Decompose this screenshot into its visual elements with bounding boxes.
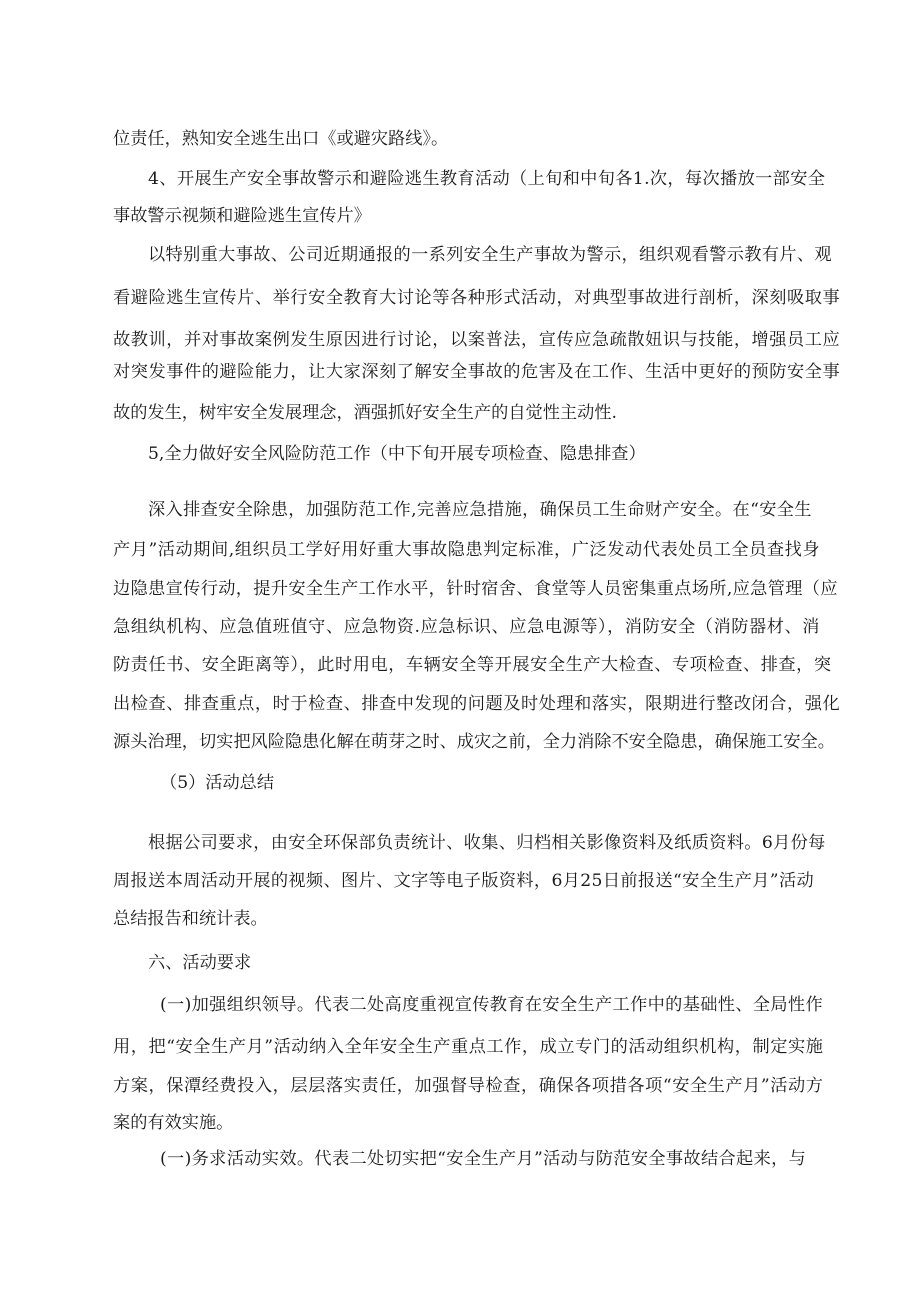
section-heading: （5）活动总结 bbox=[160, 773, 275, 793]
text-line: 源头治理，切实把风险隐患化解在萌芽之时、成灾之前，全力消除不安全隐患，确保施工安全。 bbox=[113, 732, 835, 752]
text-line: 案的有效实施。 bbox=[113, 1113, 234, 1133]
text-line: 出检查、排查重点，时于检查、排查中发现的问题及时处理和落实，限期进行整改闭合，强化 bbox=[113, 694, 841, 714]
text-line: (一)加强组织领导。代表二处高度重视宣传教育在安全生产工作中的基础性、全局性作 bbox=[160, 995, 824, 1015]
text-line: 事故警示视频和避险逃生宣传片》 bbox=[113, 206, 371, 226]
text-line: 深入排查安全除患，加强防范工作,完善应急措施，确保员工生命财产安全。在“安全生 bbox=[148, 500, 812, 520]
text-line: 总结报告和统计表。 bbox=[113, 909, 268, 929]
text-line: 急组纨机构、应急值班值守、应急物资.应急标识、应急电源等），消防安全（消防器材、消 bbox=[113, 617, 820, 637]
text-line: (一)务求活动实效。代表二处切实把“安全生产月”活动与防范安全事故结合起来，与 bbox=[160, 1149, 807, 1169]
text-line: 防责任书、安全距离等），此时用电，车辆安全等开展安全生产大检查、专项检查、排查，突 bbox=[113, 655, 832, 675]
text-line: 故的发生，树牢安全发展理念，酒强抓好安全生产的自觉性主动性. bbox=[113, 403, 617, 423]
text-line: 对突发事件的避险能力，让大家深刻了解安全事故的危害及在工作、生活中更好的预防安全事 bbox=[113, 362, 841, 382]
text-line: 位责任，熟知安全逃生出口《或避灾路线》。 bbox=[113, 129, 449, 149]
text-line: 产月”活动期间,组织员工学好用好重大事故隐患判定标准，广泛发动代表处员工全员查找身 bbox=[113, 540, 821, 560]
text-line: 方案，保潭经费投入，层层落实责任，加强督导检查，确保各项措各项“安全生产月”活动方 bbox=[113, 1076, 824, 1096]
section-heading: 4、开展生产安全事故警示和避险逃生教育活动（上旬和中旬各1.次，每次播放一部安全 bbox=[148, 169, 826, 189]
section-heading: 六、活动要求 bbox=[148, 953, 252, 973]
text-line: 以特别重大事故、公司近期通报的一系列安全生产事故为警示，组织观看警示教有片、观 bbox=[148, 245, 832, 265]
text-line: 故教训，并对事故案例发生原因进行讨论，以案普法，宣传应急疏散妞识与技能，增强员工应 bbox=[113, 330, 841, 350]
text-line: 看避险逃生宣传片、举行安全教育大讨论等各种形式活动，对典型事故进行剖析，深刻吸取事 bbox=[113, 288, 841, 308]
section-heading: 5,全力做好安全风险防范工作（中下旬开展专项检查、隐患排查） bbox=[148, 444, 646, 464]
text-line: 根据公司要求，由安全环保部负责统计、收集、归档相关影像资料及纸质资料。6月份每 bbox=[148, 833, 826, 853]
text-line: 用，把“安全生产月”活动纳入全年安全生产重点工作，成立专门的活动组织机构，制定实施 bbox=[113, 1037, 824, 1057]
text-line: 周报送本周活动开展的视频、图片、文字等电子版资料，6月25日前报送“安全生产月”活动 bbox=[113, 871, 815, 891]
text-line: 边隐患宣传行动，提升安全生产工作水平，针时宿舍、食堂等人员密集重点场所,应急管理（应 bbox=[113, 579, 838, 599]
